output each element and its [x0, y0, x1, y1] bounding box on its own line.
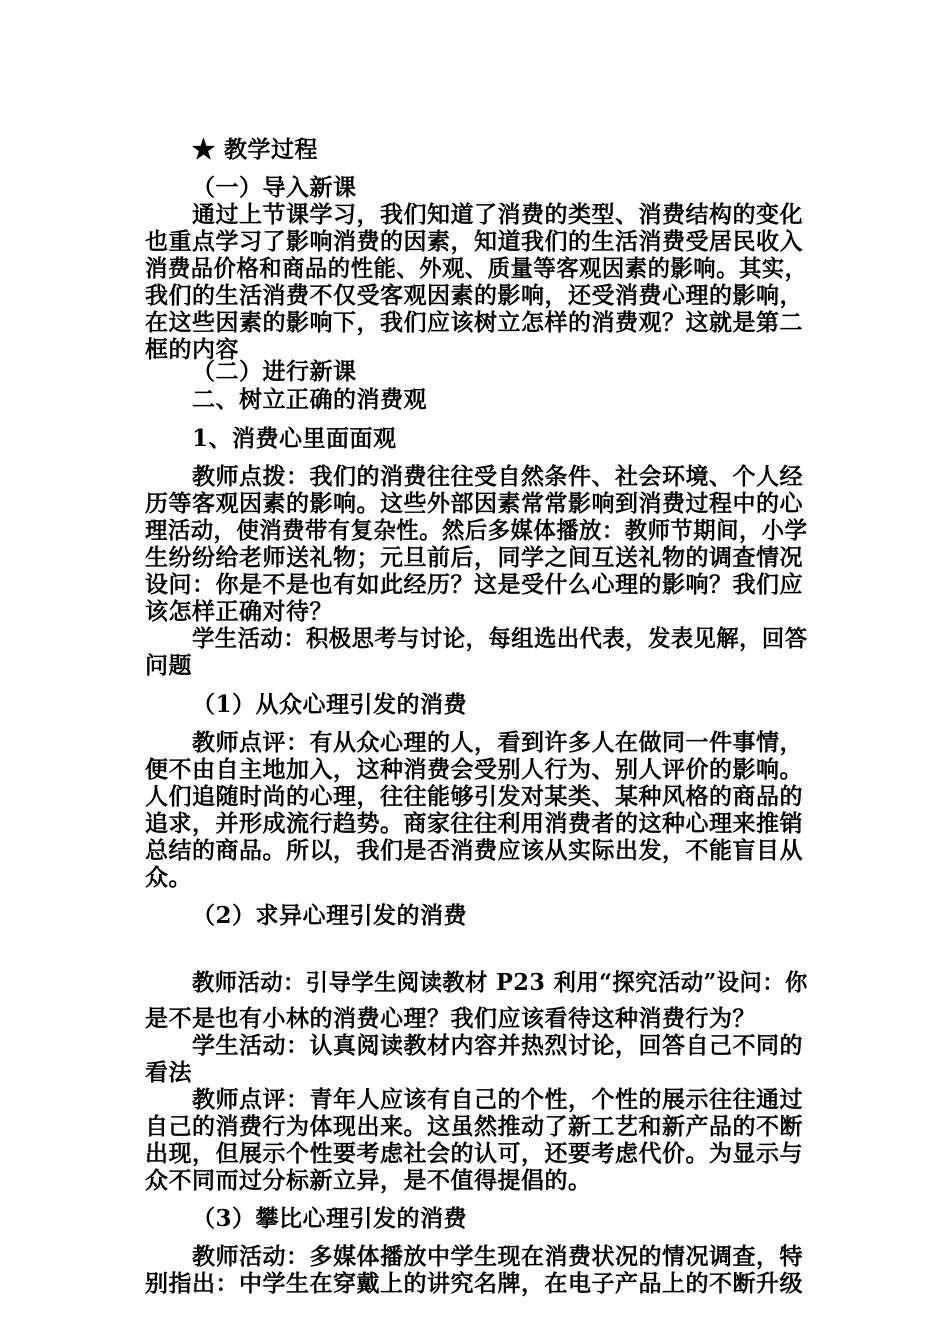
teacher-comment-line: 教师点评：有从众心理的人，看到许多人在做同一件事情， [192, 729, 803, 756]
intro-line: 通过上节课学习，我们知道了消费的类型、消费结构的变化 [192, 201, 803, 228]
teacher-comment-line: 众。 [145, 864, 192, 891]
teacher-comment-line: 便不由自主地加入，这种消费会受别人行为、别人评价的影响。 [145, 756, 803, 783]
teacher-comment-line: 教师点评：青年人应该有自己的个性，个性的展示往往通过 [192, 1086, 803, 1113]
intro-heading: （一）导入新课 [192, 174, 357, 201]
teacher-activity-line: 是不是也有小林的消费心理？我们应该看待这种消费行为？ [145, 1005, 756, 1032]
teacher-comment-line: 人们追随时尚的心理，往往能够引发对某类、某种风格的商品的 [145, 783, 803, 810]
teacher-guide-line: 设问：你是不是也有如此经历？这是受什么心理的影响？我们应 [145, 571, 803, 598]
student-activity-line: 学生活动：积极思考与讨论，每组选出代表，发表见解，回答 [192, 625, 808, 652]
intro-line: 框的内容 [145, 336, 239, 363]
teacher-guide-line: 历等客观因素的影响。这些外部因素常常影响到消费过程中的心 [145, 490, 803, 517]
teacher-guide-line: 教师点拨：我们的消费往往受自然条件、社会环境、个人经 [192, 463, 803, 490]
teacher-guide-line: 生纷纷给老师送礼物；元旦前后，同学之间互送礼物的调查情况 [145, 544, 803, 571]
point2-heading: （2）求异心理引发的消费 [192, 902, 468, 929]
teacher-comment-line: 总结的商品。所以，我们是否消费应该从实际出发，不能盲目从 [145, 837, 803, 864]
intro-line: 在这些因素的影响下，我们应该树立怎样的消费观？这就是第二 [145, 309, 803, 336]
teacher-guide-line: 理活动，使消费带有复杂性。然后多媒体播放：教师节期间，小学 [145, 517, 808, 544]
teacher-guide-line: 该怎样正确对待？ [145, 598, 333, 625]
student-activity-line: 学生活动：认真阅读教材内容并热烈讨论，回答自己不同的 [192, 1032, 803, 1059]
intro-line: 消费品价格和商品的性能、外观、质量等客观因素的影响。其实， [145, 255, 808, 282]
intro-line: 我们的生活消费不仅受客观因素的影响，还受消费心理的影响， [145, 282, 803, 309]
student-activity-line: 问题 [145, 652, 192, 679]
point1-heading: （1）从众心理引发的消费 [192, 691, 468, 718]
student-activity-line: 看法 [145, 1059, 192, 1086]
teacher-comment-line: 追求，并形成流行趋势。商家往往利用消费者的这种心理来推销 [145, 810, 803, 837]
subtopic-heading: 1、消费心里面面观 [192, 425, 397, 452]
teacher-comment-line: 自己的消费行为体现出来。这虽然推动了新工艺和新产品的不断 [145, 1113, 803, 1140]
teacher-activity-line: 别指出：中学生在穿戴上的讲究名牌，在电子产品上的不断升级 [145, 1270, 803, 1297]
topic-heading: 二、树立正确的消费观 [192, 386, 427, 413]
teacher-comment-line: 众不同而过分标新立异，是不值得提倡的。 [145, 1167, 592, 1194]
intro-line: 也重点学习了影响消费的因素，知道我们的生活消费受居民收入 [145, 228, 803, 255]
point3-heading: （3）攀比心理引发的消费 [192, 1205, 468, 1232]
teacher-activity-line: 教师活动：多媒体播放中学生现在消费状况的情况调查，特 [192, 1243, 803, 1270]
new-lesson-heading: （二）进行新课 [192, 358, 357, 385]
teacher-activity-line: 教师活动：引导学生阅读教材 P23 利用“探究活动”设问：你 [192, 969, 808, 996]
doc-title: ★ 教学过程 [192, 136, 319, 163]
teacher-comment-line: 出现，但展示个性要考虑社会的认可，还要考虑代价。为显示与 [145, 1140, 803, 1167]
